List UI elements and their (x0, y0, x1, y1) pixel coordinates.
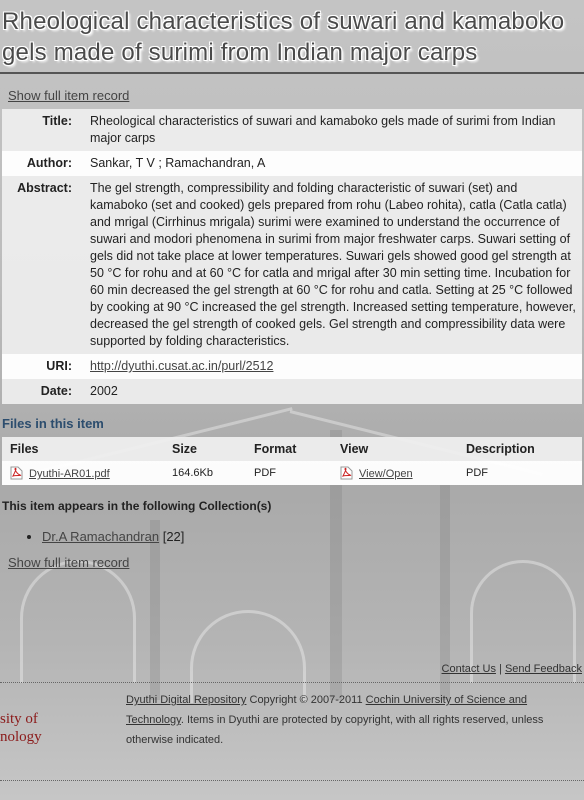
column-header-view: View (332, 437, 458, 461)
uri-link[interactable]: http://dyuthi.cusat.ac.in/purl/2512 (90, 359, 274, 373)
metadata-value-date: 2002 (86, 379, 582, 404)
metadata-row-title (2, 109, 582, 151)
metadata-label: URI: (2, 354, 86, 379)
metadata-row-date (2, 379, 582, 404)
contact-us-link[interactable]: Contact Us (441, 663, 496, 675)
metadata-value-abstract: The gel strength, compressibility and folding characteristic of suwari (set) and kamaboko (set and cooked) gels prepared from rohu (Labeo rohita), catla (Catla catla) and mrigal (Cirrhinus mrigala) surimi were examined to understand the occurrence of suwari and modori phenomena in surimi from major freshwater carps. Suwari setting of gels did not take place at lower temperatures. Suwari gels showed good gel strength at 50 °C for rohu and at 60 °C for catla and mrigal after 30 min setting time. Incubation for 60 min decreased the gel strength at 60 °C for rohu and catla. Setting at 25 °C followed by cooking at 90 °C increased the gel strength. Increased setting temperature, however, decreased the gel strength of cooked gels. Gel strength and compressibility data were supported by folding characteristics. (86, 176, 582, 354)
show-full-record-link-bottom[interactable]: Show full item record (8, 555, 130, 570)
rights-text: . Items in Dyuthi are protected by copyright, with all rights reserved, unless otherwise indicated. (126, 714, 544, 746)
logo-text-line-2: nology (0, 729, 42, 745)
metadata-label: Title: (2, 109, 86, 151)
collection-count: [22] (162, 529, 185, 544)
metadata-value-author: Sankar, T V ; Ramachandran, A (86, 151, 582, 176)
metadata-row-abstract (2, 176, 582, 354)
pdf-icon[interactable] (10, 466, 23, 480)
files-section-heading: Files in this item (2, 416, 104, 431)
column-header-format: Format (246, 437, 332, 461)
footer-bottom-divider (0, 780, 584, 781)
footer-divider (0, 682, 584, 683)
university-link[interactable]: Cochin University of Science and Technology (126, 694, 528, 726)
item-metadata-table (2, 109, 582, 404)
collections-heading: This item appears in the following Collection(s) (2, 499, 272, 513)
file-description: PDF (458, 461, 582, 485)
metadata-label: Author: (2, 151, 86, 176)
collections-list (0, 529, 584, 544)
table-row (2, 461, 582, 485)
list-item (42, 529, 584, 544)
files-table (2, 437, 582, 485)
file-size: 164.6Kb (164, 461, 246, 485)
repository-link[interactable]: Dyuthi Digital Repository (126, 694, 247, 706)
column-header-description: Description (458, 437, 582, 461)
files-table-header (2, 437, 582, 461)
copyright-text: Copyright © 2007-2011 (246, 694, 366, 706)
file-format: PDF (246, 461, 332, 485)
university-logo (0, 710, 42, 746)
metadata-label: Abstract: (2, 176, 86, 354)
metadata-value-title: Rheological characteristics of suwari and kamaboko gels made of surimi from Indian major carps (86, 109, 582, 151)
metadata-row-author (2, 151, 582, 176)
metadata-row-uri (2, 354, 582, 379)
pdf-icon[interactable] (340, 466, 353, 480)
logo-text-line-1: sity of (0, 711, 38, 727)
send-feedback-link[interactable]: Send Feedback (504, 663, 582, 675)
collection-link[interactable]: Dr.A Ramachandran (42, 529, 160, 544)
show-full-record-link-top[interactable]: Show full item record (8, 88, 130, 103)
column-header-size: Size (164, 437, 246, 461)
column-header-files: Files (2, 437, 164, 461)
metadata-label: Date: (2, 379, 86, 404)
footer-copyright (126, 690, 566, 750)
view-open-link[interactable]: View/Open (359, 468, 413, 480)
footer-links (442, 663, 582, 675)
footer-separator: | (499, 663, 502, 675)
page-title: Rheological characteristics of suwari and kamaboko gels made of surimi from Indian major carps (0, 0, 584, 74)
file-link[interactable]: Dyuthi-AR01.pdf (29, 468, 110, 480)
